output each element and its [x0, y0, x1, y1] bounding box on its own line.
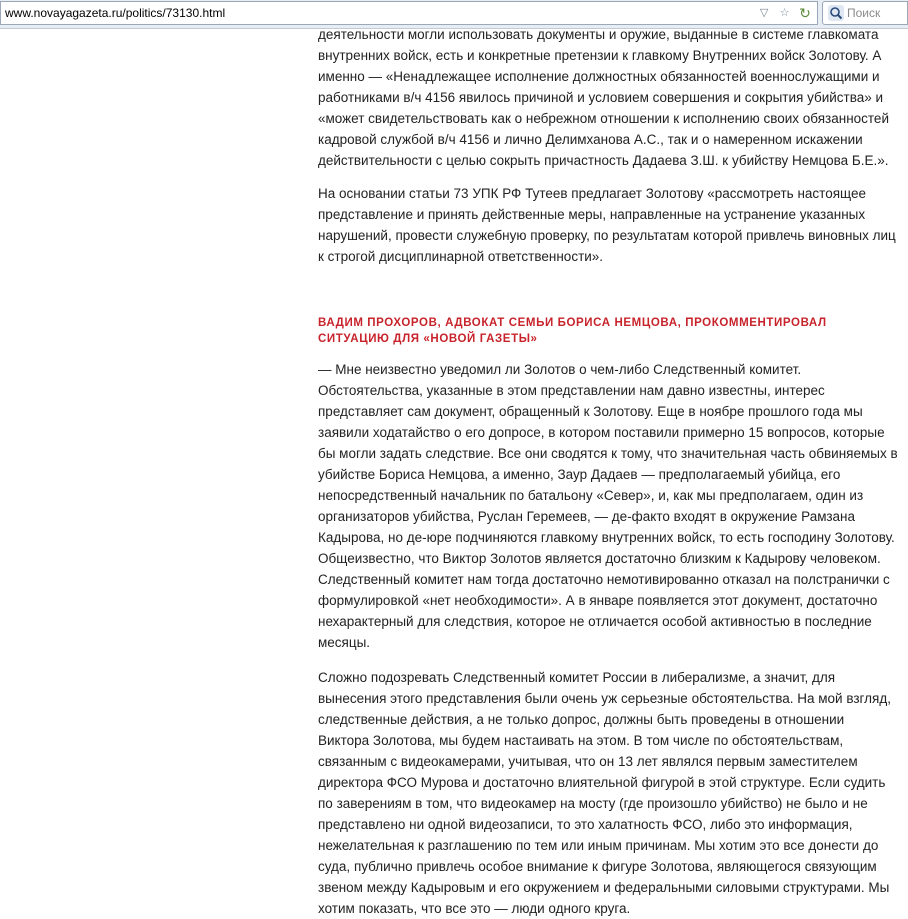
article-paragraph: Сложно подозревать Следственный комитет России в либерализме, а значит, для вынесения этого представления были очень уж серьезные обстоятельства. На мой взгляд, следственные действия, а не только допрос, должны быть проведены в отношении Виктора Золотова, мы будем настаивать на этом. В том числе по обстоятельствам, связанным с видеокамерами, учитывая, что он 13 лет являлся первым заместителем директора ФСО Мурова и достаточно влиятельной фигурой в этой структуре. Если судить по заверениям в том, что видеокамер на мосту (где произошло убийство) не было и не представлено ни одной видеозаписи, то это халатность ФСО, либо это информация, нежелательная к разглашению по тем или иным причинам. Мы хотим это все донести до суда, публично привлечь особое внимание к фигуре Золотова, являющегося связующим звеном между Кадыровым и его окружением и федеральными силовыми структурами. Мы хотим показать, что все это — люди одного круга.	[318, 670, 891, 916]
article-paragraph-continued: деятельности могли использовать документы и оружие, выданные в системе главкомата внутренних войск, есть и конкретные претензии к главкому Внутренних войск Золотову. А именно — «Ненадлежащее исполнение должностных обязанностей военнослужащими и работниками в/ч 4156 явилось причиной и условием совершения и сокрытия убийства» и «может свидетельствовать как о небрежном отношении к исполнению своих обязанностей кадровой службой в/ч 4156 и лично Делимханова А.С., так и о намеренном искажении действительности с целью сокрыть причастность Дадаева З.Ш. к убийству Немцова Б.Е.».	[318, 27, 889, 168]
search-placeholder: Поиск	[847, 6, 881, 20]
search-icon[interactable]	[828, 5, 844, 21]
article-subheading: ВАДИМ ПРОХОРОВ, АДВОКАТ СЕМЬИ БОРИСА НЕМЦОВА, ПРОКОММЕНТИРОВАЛ СИТУАЦИЮ ДЛЯ «НОВОЙ ГАЗЕТЫ»	[318, 317, 827, 345]
chevron-down-icon[interactable]: ▽	[759, 7, 769, 19]
article-paragraph: — Мне неизвестно уведомил ли Золотов о чем-либо Следственный комитет. Обстоятельства, указанные в этом представлении нам давно известны, интерес представляет сам документ, обращенный к Золотову. Еще в ноябре прошлого года мы заявили ходатайство о его допросе, в котором поставили примерно 15 вопросов, которые бы могли задать следствие. Все они сводятся к тому, что значительная часть обвиняемых в убийстве Бориса Немцова, а именно, Заур Дадаев — предполагаемый убийца, его непосредственный начальник по батальону «Север», и, как мы предполагаем, один из организаторов убийства, Руслан Геремеев, — де-факто входят в окружение Рамзана Кадырова, но де-юре подчиняются главкому внутренних войск, то есть господину Золотову. Общеизвестно, что Виктор Золотов является достаточно близким к Кадырову человеком. Следственный комитет нам тогда достаточно немотивированно отказал на полстранички с формулировкой «нет необходимости». А в январе появляется этот документ, достаточно нехарактерный для следствия, которое не отличается особой активностью в последние месяцы.	[318, 362, 898, 650]
address-bar-icons	[756, 4, 813, 22]
article-body	[318, 27, 898, 916]
address-bar[interactable]	[0, 1, 818, 25]
article-paragraph: На основании статьи 73 УПК РФ Тутеев предлагает Золотову «рассмотреть настоящее представление и принять действенные меры, направленные на устранение указанных нарушений, провести служебную проверку, по результатам которой привлечь виновных лиц к строгой дисциплинарной ответственности».	[318, 186, 896, 264]
refresh-icon[interactable]: ↻	[799, 5, 811, 21]
url-text[interactable]: www.novayagazeta.ru/politics/73130.html	[5, 6, 226, 20]
star-icon[interactable]: ☆	[779, 7, 790, 19]
search-bar[interactable]	[822, 1, 908, 25]
